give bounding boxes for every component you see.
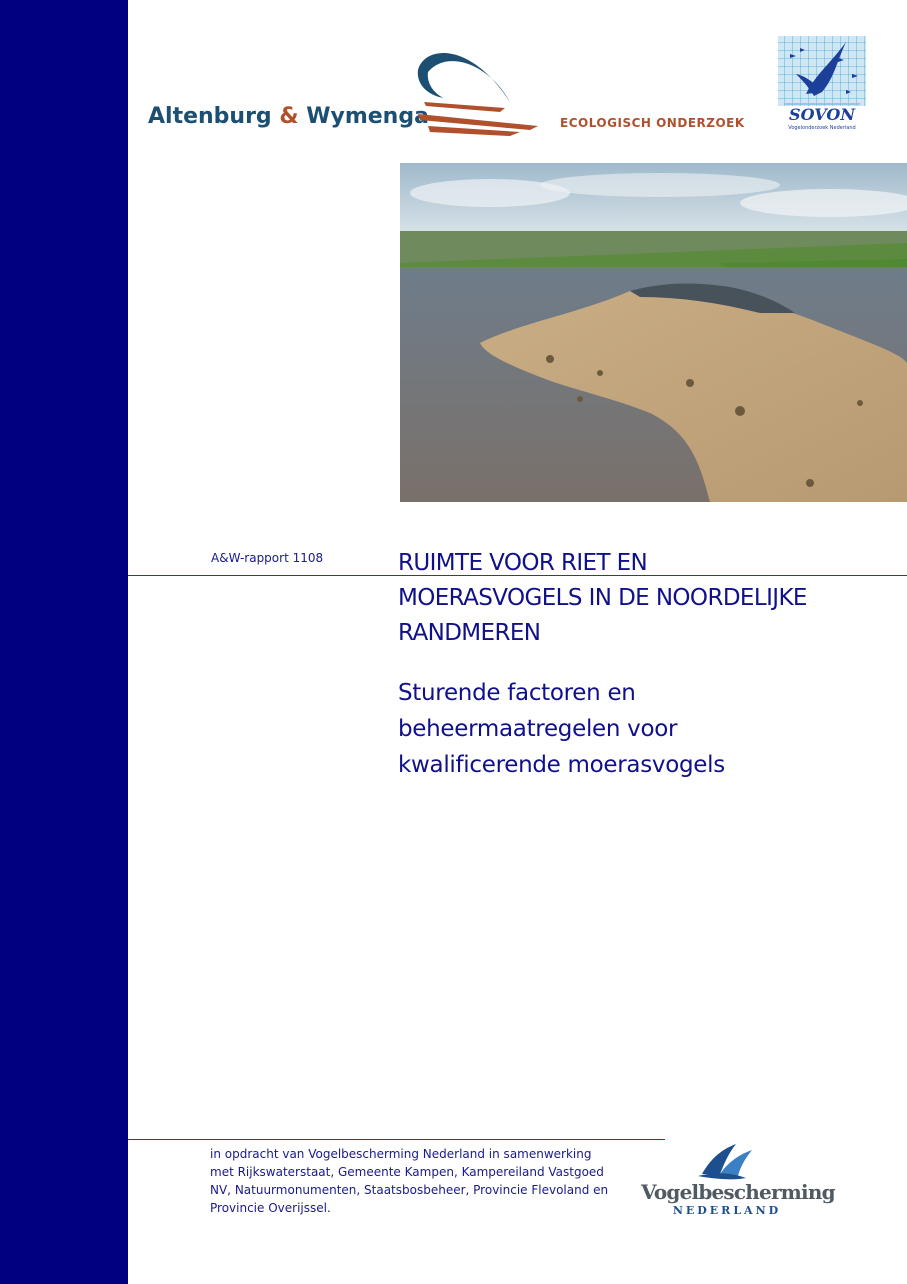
- commission-line: Provincie Overijssel.: [210, 1201, 331, 1215]
- altenburg-wymenga-boat-icon: [410, 42, 545, 142]
- commission-line: in opdracht van Vogelbescherming Nederland in samenwerking: [210, 1147, 592, 1161]
- commission-statement: [210, 1145, 610, 1217]
- sovon-wordmark: SOVON: [789, 105, 855, 124]
- commission-line: met Rijkswaterstaat, Gemeente Kampen, Kampereiland Vastgoed: [210, 1165, 604, 1179]
- aw-name-part2: Wymenga: [306, 104, 429, 129]
- commission-line: NV, Natuurmonumenten, Staatsbosbeheer, Provincie Flevoland en: [210, 1183, 609, 1197]
- title-line: RUIMTE VOOR RIET EN: [398, 550, 648, 576]
- bottom-divider: [128, 1139, 665, 1140]
- report-subtitle: [398, 675, 878, 783]
- aw-ampersand: &: [279, 104, 299, 129]
- title-line: RANDMEREN: [398, 620, 541, 646]
- report-title: [398, 546, 878, 651]
- aerial-photo: [400, 163, 907, 502]
- aw-name-part1: Altenburg: [148, 104, 272, 129]
- vogelbescherming-wordmark: Vogelbescherming: [641, 1180, 835, 1204]
- altenburg-wymenga-logotype: [148, 104, 429, 129]
- subtitle-line: Sturende factoren en: [398, 680, 636, 706]
- report-number: A&W-rapport 1108: [211, 551, 324, 565]
- vogelbescherming-country: NEDERLAND: [672, 1204, 782, 1217]
- left-color-band: [0, 0, 128, 1284]
- sovon-subtitle: Vogelonderzoek Nederland: [788, 125, 856, 131]
- subtitle-line: beheermaatregelen voor: [398, 716, 678, 742]
- title-line: MOERASVOGELS IN DE NOORDELIJKE: [398, 585, 807, 611]
- aw-tagline: ECOLOGISCH ONDERZOEK: [560, 116, 745, 130]
- subtitle-line: kwalificerende moerasvogels: [398, 752, 725, 778]
